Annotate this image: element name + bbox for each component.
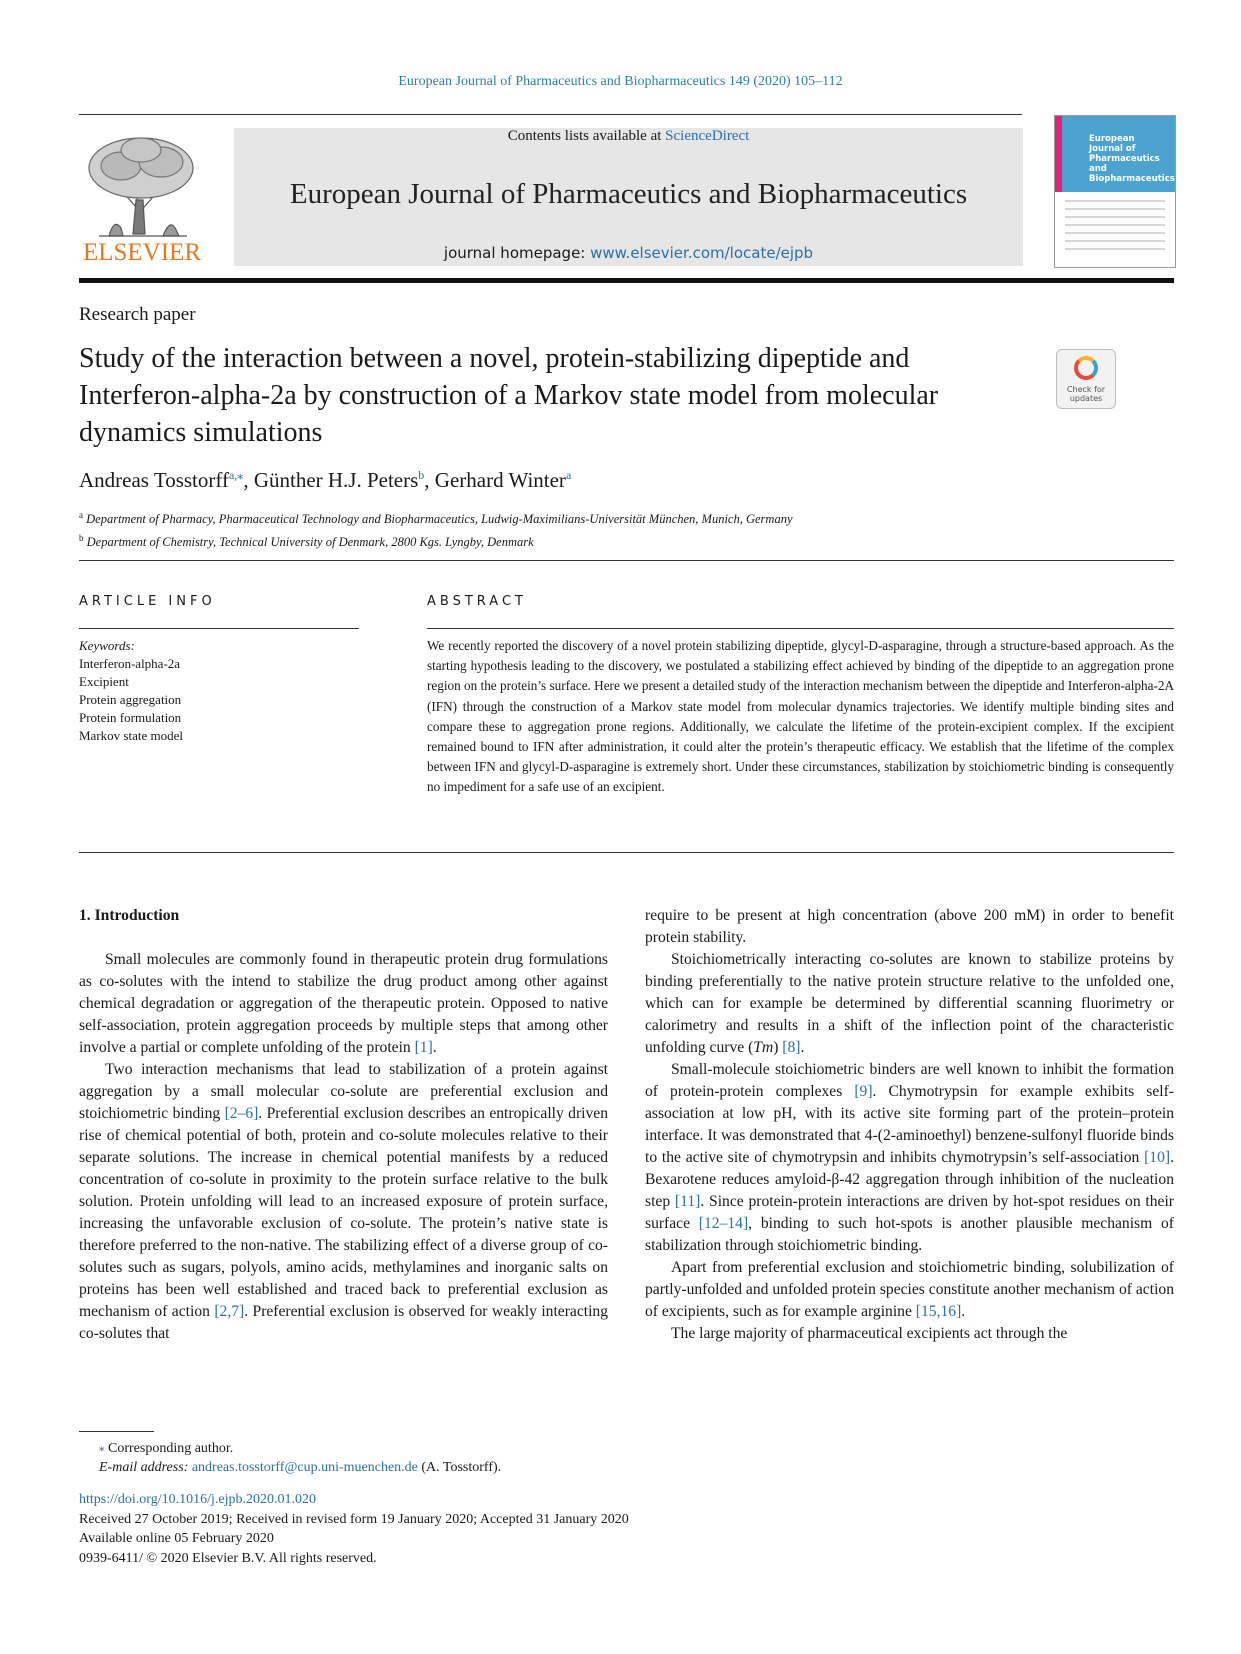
keywords-list: [79, 637, 183, 745]
citation-link[interactable]: [9]: [854, 1083, 873, 1100]
author-list: Andreas Tosstorff$^{a,⁎}$, Günther H.J. Peters$^b$, Gerhard Winter$^a$: [79, 468, 572, 492]
keyword: Protein aggregation: [79, 692, 182, 707]
abstract-heading: ABSTRACT: [427, 594, 527, 609]
author-affiliation-mark[interactable]: a: [565, 468, 572, 482]
article-type: Research paper: [79, 304, 196, 325]
divider: [427, 628, 1174, 629]
author-affiliation-mark[interactable]: a,⁎: [228, 468, 244, 482]
affiliation-list: [79, 506, 793, 552]
available-online: Available online 05 February 2020: [79, 1531, 274, 1546]
paragraph-text: . Since protein-protein interactions are driven by hot-spot residues on their surface: [645, 1193, 1174, 1232]
elsevier-tree-icon: [79, 128, 206, 264]
paragraph-text: Apart from preferential exclusion and stoichiometric binding, solubilization of partly-unfolded and unfolded protein species constitute another mechanism of action of excipients, such as for example arginine: [645, 1259, 1174, 1320]
affiliation: $^a$ Department of Pharmacy, Pharmaceutical Technology and Biopharmaceutics, Ludwig-Maximilians-Universität München, Munich, Germany: [79, 510, 793, 527]
journal-homepage-link[interactable]: www.elsevier.com/locate/ejpb: [590, 244, 814, 262]
divider: [79, 560, 1174, 561]
author-name[interactable]: Günther H.J. Peters: [253, 468, 419, 492]
paragraph-text: Small molecules are commonly found in therapeutic protein drug formulations as co-solutes with the intend to stabilize the drug product among other against chemical degradation or aggregation of the therapeutic protein. Opposed to native self-association, protein aggregation proceeds by multiple steps that among other involve a partial or complete unfolding of the protein: [79, 951, 608, 1056]
keyword: Markov state model: [79, 728, 183, 743]
citation-link[interactable]: [15,16]: [915, 1303, 962, 1320]
paragraph-text: . Preferential exclusion is observed for weakly interacting co-solutes that: [79, 1303, 609, 1342]
paragraph-text: .: [432, 1039, 437, 1056]
copyright: 0939-6411/ © 2020 Elsevier B.V. All rights reserved.: [79, 1550, 377, 1566]
check-updates-icon: [1074, 356, 1098, 380]
author-email-link[interactable]: andreas.tosstorff@cup.uni-muenchen.de: [191, 1460, 418, 1475]
keyword: Excipient: [79, 674, 129, 689]
article-title: Study of the interaction between a novel, protein-stabilizing dipeptide and Interferon-alpha-2a by construction of a Markov state model from molecular dynamics simulations: [79, 343, 939, 448]
check-for-updates-button[interactable]: [1056, 349, 1116, 409]
author-affiliation-mark[interactable]: b: [418, 468, 425, 482]
paragraph-text: . Preferential exclusion describes an entropically driven rise of chemical potential of both, protein and co-solute molecules relative to their separate solutions. The increase in chemical potential manifests by a reduced concentration of co-solute in proximity to the protein surface relative to the bulk solution. Protein unfolding will lead to an increased exposure of protein surface, increasing the unfavorable exclusion of co-solute. The protein’s native state is therefore preferred to the non-native. The stabilizing effect of a diverse group of co-solutes such as sugars, polyols, amino acids, methylamines and inorganic salts on proteins has been well established and traced back to preferential exclusion as mechanism of action: [79, 1105, 608, 1320]
citation-link[interactable]: [8]: [782, 1039, 801, 1056]
publication-info: [79, 1490, 629, 1568]
italic-term: Tm: [753, 1039, 774, 1056]
body-column-left: [79, 905, 608, 1345]
body-paragraph: [645, 1257, 1174, 1323]
journal-citation-link[interactable]: European Journal of Pharmaceutics and Biopharmaceutics 149 (2020) 105–112: [398, 74, 843, 89]
check-updates-label: Check for updates: [1066, 385, 1106, 403]
keyword: Protein formulation: [79, 710, 182, 725]
contents-line: Contents lists available at ScienceDirect: [507, 128, 750, 144]
footnote-rule: [79, 1431, 154, 1432]
body-paragraph: [645, 949, 1174, 1059]
header-thick-rule: [79, 278, 1174, 283]
journal-masthead: [234, 128, 1023, 266]
body-paragraph: [79, 949, 608, 1059]
body-paragraph: [79, 1059, 608, 1345]
footnote-star: ⁎: [99, 1442, 105, 1454]
paragraph-text: .: [961, 1303, 966, 1320]
elsevier-wordmark: ELSEVIER: [82, 239, 202, 264]
paragraph-text: . Bexarotene reduces amyloid-β-42 aggregation through inhibition of the nucleation step: [645, 1149, 1174, 1210]
paragraph-text: , binding to such hot-spots is another plausible mechanism of stabilization through stoichiometric binding.: [645, 1215, 1174, 1254]
paragraph-text: . Chymotrypsin for example exhibits self-association at low pH, with its active site forming part of the protein–protein interface. It was demonstrated that 4-(2-aminoethyl) benzene-sulfonyl fluoride binds to the active site of chymotrypsin and inhibits chymotrypsin’s self-association: [645, 1083, 1175, 1166]
elsevier-logo: [79, 128, 206, 264]
journal-homepage-line: journal homepage: www.elsevier.com/locate/ejpb: [443, 244, 814, 262]
corresponding-author-footnote: ⁎ Corresponding author. E-mail address: andreas.tosstorff@cup.uni-muenchen.de (A. Tosstorff).: [99, 1441, 502, 1475]
body-paragraph: [645, 1323, 1174, 1345]
divider: [79, 628, 359, 629]
sciencedirect-link[interactable]: ScienceDirect: [665, 128, 750, 144]
paragraph-text: .: [800, 1039, 805, 1056]
paragraph-text: Two interaction mechanisms that lead to stabilization of a protein against aggregation by a small molecular co-solute are preferential exclusion and stoichiometric binding: [79, 1061, 608, 1122]
citation-link[interactable]: [12–14]: [698, 1215, 749, 1232]
abstract-text: We recently reported the discovery of a novel protein stabilizing dipeptide, glycyl-D-asparagine, through a structure-based approach. As the starting hypothesis leading to the discovery, we postulated a stabilizing effect achieved by binding of the dipeptide to an aggregation prone region on the protein’s surface. Here we present a detailed study of the interaction mechanism between the dipeptide and Interferon-alpha-2A (IFN) through the construction of a Markov state model from molecular dynamics trajectories. We identify multiple binding sites and compare these to aggregation prone regions. Additionally, we calculate the lifetime of the protein-excipient complex. If the excipient remained bound to IFN after administration, it could alter the protein’s therapeutic efficacy. We establish that the lifetime of the complex between IFN and glycyl-D-asparagine is extremely short. Under these circumstances, stabilization by stoichiometric binding is consequently no impediment for a safe use of an excipient.: [427, 638, 1174, 795]
paragraph-text: Stoichiometrically interacting co-solutes are known to stabilize proteins by binding preferentially to the native protein structure relative to the unfolded one, which can for example be determined by differential scanning fluorimetry or calorimetry and results in a shift of the inflection point of the characteristic unfolding curve (: [645, 951, 1174, 1056]
header-rule: [79, 114, 1022, 115]
citation-link[interactable]: [1]: [414, 1039, 433, 1056]
received-dates: Received 27 October 2019; Received in revised form 19 January 2020; Accepted 31 January 2020: [79, 1511, 629, 1527]
doi-link[interactable]: https://doi.org/10.1016/j.ejpb.2020.01.020: [79, 1492, 316, 1507]
citation-link[interactable]: [2–6]: [224, 1105, 259, 1122]
journal-cover-thumbnail[interactable]: [1054, 115, 1176, 268]
divider: [79, 852, 1174, 853]
affiliation: $^b$ Department of Chemistry, Technical University of Denmark, 2800 Kgs. Lyngby, Denmark: [79, 533, 534, 550]
body-paragraph: [645, 1059, 1174, 1257]
cover-title: European Journal of Pharmaceutics and Biopharmaceutics: [1089, 134, 1175, 184]
article-info-heading: ARTICLE INFO: [79, 594, 216, 609]
keywords-label: Keywords:: [79, 638, 135, 653]
section-heading: 1. Introduction: [79, 907, 180, 924]
paragraph-text: ): [773, 1039, 783, 1056]
paragraph-text: Small-molecule stoichiometric binders are well known to inhibit the formation of protein-protein complexes: [645, 1061, 1174, 1100]
paragraph-text: The large majority of pharmaceutical excipients act through the: [671, 1325, 1068, 1342]
author-name[interactable]: Andreas Tosstorff: [79, 468, 229, 492]
keyword: Interferon-alpha-2a: [79, 656, 181, 671]
paragraph-text: require to be present at high concentration (above 200 mM) in order to benefit protein stability.: [645, 907, 1174, 946]
body-paragraph: [645, 905, 1174, 949]
citation-link[interactable]: [10]: [1144, 1149, 1171, 1166]
body-column-right: [645, 905, 1174, 1345]
citation-link[interactable]: [2,7]: [214, 1303, 245, 1320]
author-name[interactable]: Gerhard Winter: [434, 468, 566, 492]
citation-link[interactable]: [11]: [674, 1193, 701, 1210]
journal-title: European Journal of Pharmaceutics and Biopharmaceutics: [289, 178, 968, 210]
